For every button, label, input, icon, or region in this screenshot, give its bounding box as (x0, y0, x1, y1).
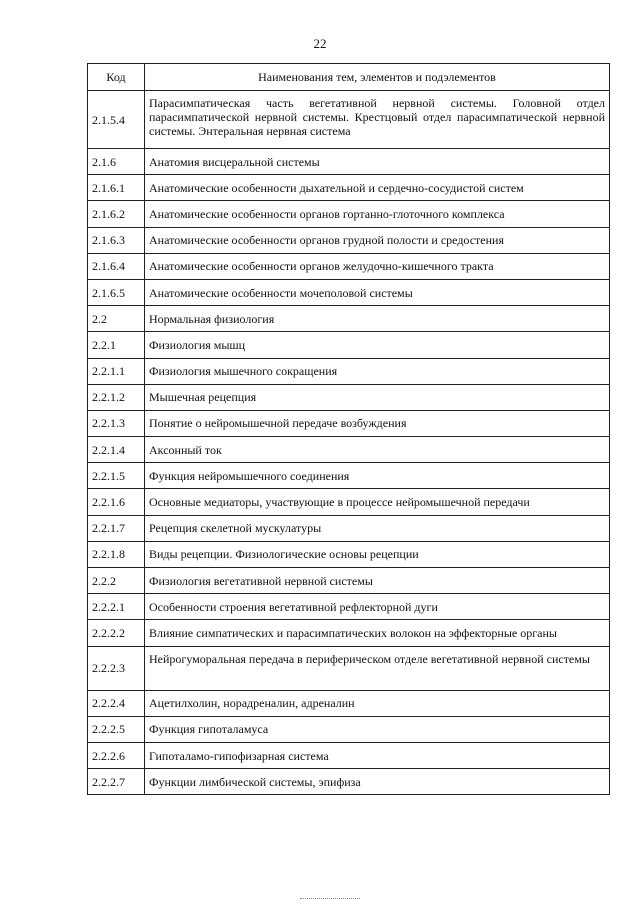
row-code: 2.2.1.6 (88, 489, 145, 515)
row-title: Понятие о нейромышечной передаче возбуждения (145, 410, 610, 436)
row-code: 2.2.2.7 (88, 769, 145, 795)
table-row (88, 515, 610, 541)
row-title: Аксонный ток (145, 437, 610, 463)
row-title: Рецепция скелетной мускулатуры (145, 515, 610, 541)
row-code: 2.2 (88, 306, 145, 332)
table-row (88, 646, 610, 690)
row-title: Парасимпатическая часть вегетативной нервной системы. Головной отдел парасимпатической нервной системы. Крестцовый отдел парасимпатической нервной системы. Энтеральная нервная система (145, 91, 610, 149)
row-title: Основные медиаторы, участвующие в процессе нейромышечной передачи (145, 489, 610, 515)
row-title: Физиология мышц (145, 332, 610, 358)
table-row (88, 384, 610, 410)
row-code: 2.2.2 (88, 568, 145, 594)
row-code: 2.2.1.2 (88, 384, 145, 410)
row-title: Анатомические особенности мочеполовой системы (145, 279, 610, 305)
table-row (88, 175, 610, 201)
header-title: Наименования тем, элементов и подэлементов (145, 64, 610, 91)
table-row (88, 620, 610, 646)
row-title: Анатомические особенности органов гортанно-глоточного комплекса (145, 201, 610, 227)
table-row (88, 594, 610, 620)
table-row (88, 279, 610, 305)
row-code: 2.1.6.1 (88, 175, 145, 201)
row-title: Анатомические особенности дыхательной и сердечно-сосудистой систем (145, 175, 610, 201)
row-code: 2.1.6 (88, 149, 145, 175)
table-row (88, 358, 610, 384)
table-row (88, 306, 610, 332)
table-row (88, 91, 610, 149)
page-number: 22 (313, 36, 327, 51)
curriculum-table (87, 63, 610, 795)
row-code: 2.2.2.5 (88, 716, 145, 742)
table-row (88, 541, 610, 567)
row-code: 2.1.6.2 (88, 201, 145, 227)
row-title: Гипоталамо-гипофизарная система (145, 742, 610, 768)
row-code: 2.1.6.5 (88, 279, 145, 305)
row-code: 2.2.1.4 (88, 437, 145, 463)
header-code: Код (88, 64, 145, 91)
table-row (88, 201, 610, 227)
row-title: Ацетилхолин, норадреналин, адреналин (145, 690, 610, 716)
table-row (88, 227, 610, 253)
table-row (88, 149, 610, 175)
row-code: 2.2.1.1 (88, 358, 145, 384)
row-code: 2.1.6.4 (88, 253, 145, 279)
row-code: 2.2.1.3 (88, 410, 145, 436)
row-code: 2.2.1.7 (88, 515, 145, 541)
row-title: Физиология вегетативной нервной системы (145, 568, 610, 594)
row-title: Влияние симпатических и парасимпатических волокон на эффекторные органы (145, 620, 610, 646)
row-title: Мышечная рецепция (145, 384, 610, 410)
table-row (88, 410, 610, 436)
row-title: Анатомия висцеральной системы (145, 149, 610, 175)
row-title: Функция гипоталамуса (145, 716, 610, 742)
row-code: 2.2.2.1 (88, 594, 145, 620)
table-row (88, 716, 610, 742)
row-title: Особенности строения вегетативной рефлекторной дуги (145, 594, 610, 620)
row-title: Нейрогуморальная передача в периферическом отделе вегетативной нервной системы (145, 646, 610, 690)
row-title: Функция нейромышечного соединения (145, 463, 610, 489)
row-code: 2.2.1.5 (88, 463, 145, 489)
table-row (88, 742, 610, 768)
row-code: 2.1.6.3 (88, 227, 145, 253)
table-header-row (88, 64, 610, 91)
row-title: Анатомические особенности органов грудной полости и средостения (145, 227, 610, 253)
table-row (88, 690, 610, 716)
table-row (88, 769, 610, 795)
table-row (88, 437, 610, 463)
table-row (88, 253, 610, 279)
row-code: 2.2.2.2 (88, 620, 145, 646)
table-row (88, 463, 610, 489)
row-code: 2.2.2.6 (88, 742, 145, 768)
row-title: Анатомические особенности органов желудочно-кишечного тракта (145, 253, 610, 279)
row-code: 2.2.2.3 (88, 646, 145, 690)
row-title: Нормальная физиология (145, 306, 610, 332)
row-title: Физиология мышечного сокращения (145, 358, 610, 384)
row-code: 2.1.5.4 (88, 91, 145, 149)
row-title: Виды рецепции. Физиологические основы рецепции (145, 541, 610, 567)
table-row (88, 568, 610, 594)
table-row (88, 332, 610, 358)
table-row (88, 489, 610, 515)
scan-artifact-line (300, 898, 360, 901)
row-code: 2.2.2.4 (88, 690, 145, 716)
row-code: 2.2.1.8 (88, 541, 145, 567)
row-code: 2.2.1 (88, 332, 145, 358)
row-title: Функции лимбической системы, эпифиза (145, 769, 610, 795)
